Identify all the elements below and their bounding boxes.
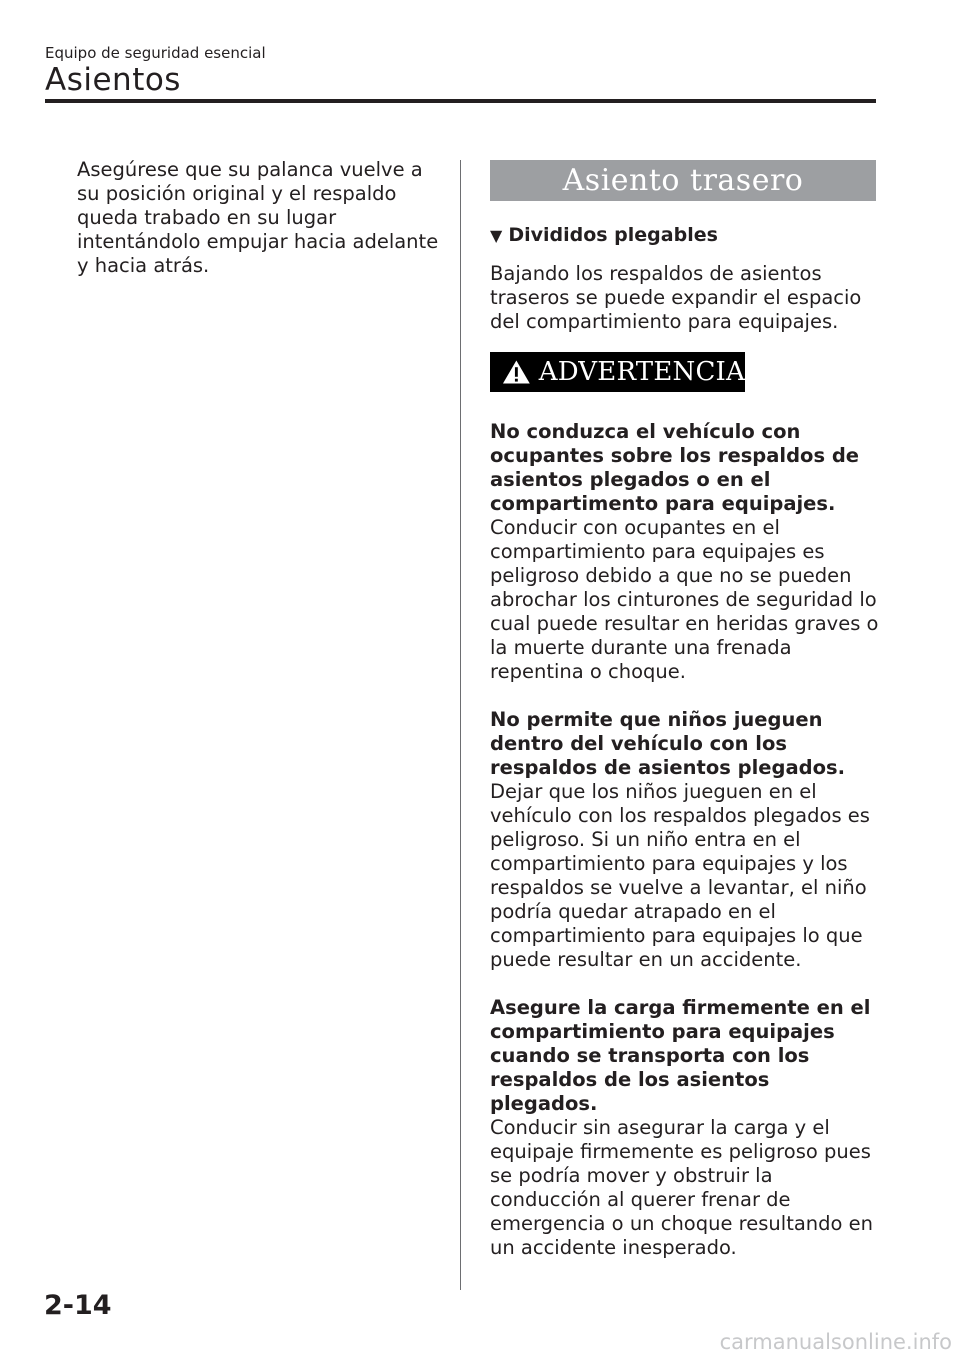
subheading-text: Divididos plegables xyxy=(508,224,718,246)
left-column xyxy=(77,158,447,278)
warning-text: Conducir con ocupantes en el compartimiento para equipajes es peligroso debido a que no se pueden abrochar los cinturones de seguridad lo cual puede resultar en heridas graves o la muerte durante una frenada repentina o choque. xyxy=(490,516,879,683)
warning-item xyxy=(490,708,880,972)
warning-label: ADVERTENCIA xyxy=(538,357,745,387)
chapter-label: Equipo de seguridad esencial xyxy=(45,44,266,62)
warning-item xyxy=(490,996,880,1260)
warning-triangle-icon xyxy=(502,358,531,386)
warning-title: Asegure la carga firmemente en el compartimiento para equipajes cuando se transporta con los respaldos de los asientos plegados. xyxy=(490,996,871,1115)
right-column xyxy=(490,160,880,1260)
warning-title: No permite que niños jueguen dentro del vehículo con los respaldos de asientos plegados. xyxy=(490,708,845,779)
page-header xyxy=(45,44,875,98)
column-divider xyxy=(460,160,461,1290)
header-rule xyxy=(45,99,876,103)
left-paragraph: Asegúrese que su palanca vuelve a su posición original y el respaldo queda trabado en su lugar intentándolo empujar hacia adelante y hacia atrás. xyxy=(77,158,439,277)
warning-title: No conduzca el vehículo con ocupantes sobre los respaldos de asientos plegados o en el compartimento para equipajes. xyxy=(490,420,860,515)
warning-badge xyxy=(490,352,745,392)
warning-text: Dejar que los niños jueguen en el vehículo con los respaldos plegados es peligroso. Si un niño entra en el compartimiento para equipajes y los respaldos se vuelve a levantar, el niño podría quedar atrapado en el compartimiento para equipajes lo que puede resultar en un accidente. xyxy=(490,780,870,971)
section-title: Asiento trasero xyxy=(490,160,876,201)
intro-paragraph: Bajando los respaldos de asientos traseros se puede expandir el espacio del compartimiento para equipajes. xyxy=(490,262,862,333)
page-title: Asientos xyxy=(45,62,181,98)
page-number: 2-14 xyxy=(44,1290,112,1321)
subheading xyxy=(490,223,880,248)
warning-item xyxy=(490,420,880,684)
warning-text: Conducir sin asegurar la carga y el equipaje firmemente es peligroso pues se podría mover y obstruir la conducción al querer frenar de emergencia o un choque resultando en un accidente inesperado. xyxy=(490,1116,874,1259)
triangle-down-icon: ▼ xyxy=(490,226,503,245)
watermark: carmanualsonline.info xyxy=(719,1330,952,1354)
